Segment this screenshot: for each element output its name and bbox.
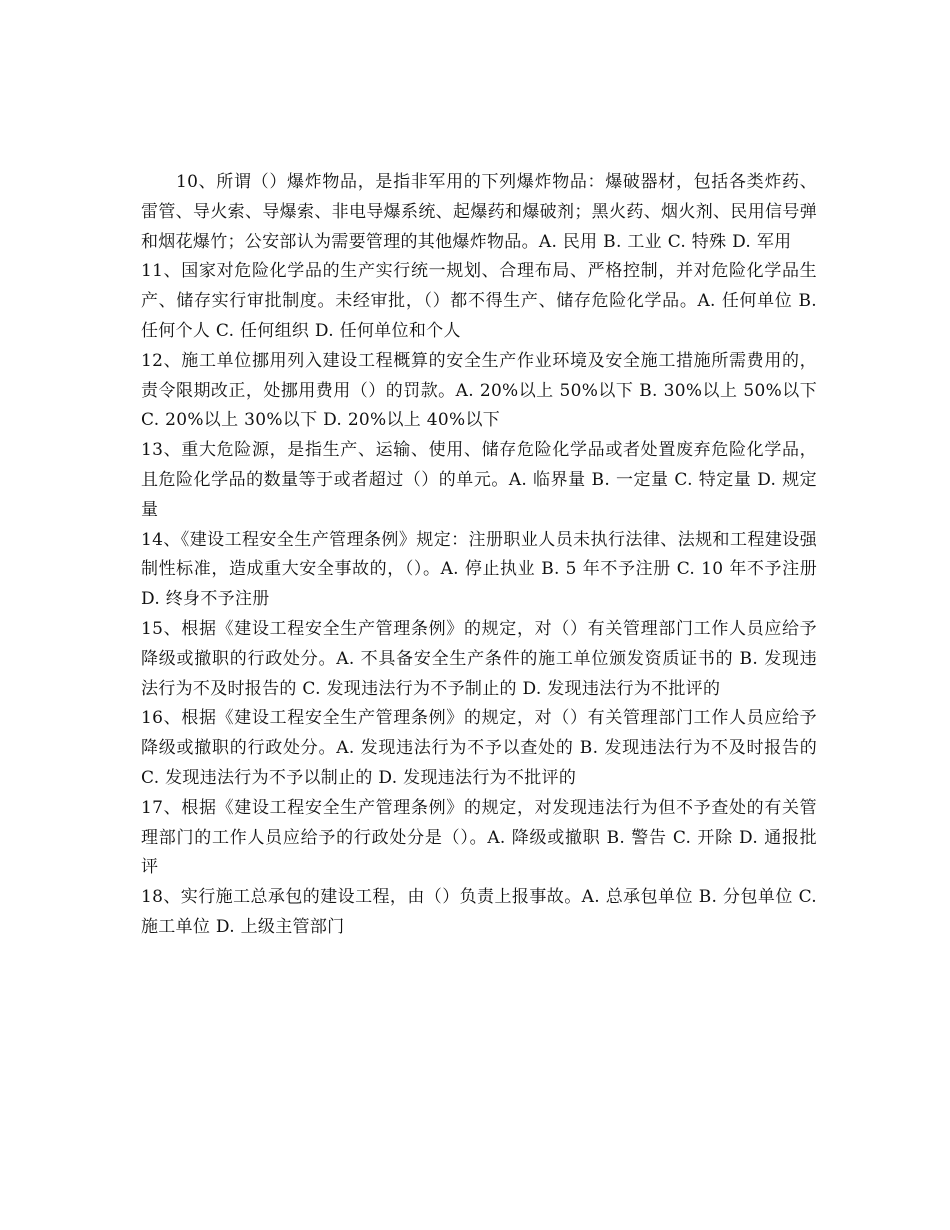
question-17: 17、根据《建设工程安全生产管理条例》的规定，对发现违法行为但不予查处的有关管理部门的工作人员应给予的行政处分是（）。A. 降级或撤职 B. 警告 C. 开除 D. 通报批评 [141, 797, 817, 878]
question-18: 18、实行施工总承包的建设工程，由（）负责上报事故。A. 总承包单位 B. 分包单位 C. 施工单位 D. 上级主管部门 [141, 887, 817, 937]
question-11: 11、国家对危险化学品的生产实行统一规划、合理布局、严格控制，并对危险化学品生产、储存实行审批制度。未经审批，（）都不得生产、储存危险化学品。A. 任何单位 B. 任何个人 C. 任何组织 D. 任何单位和个人 [141, 261, 817, 341]
question-10: 10、所谓（）爆炸物品，是指非军用的下列爆炸物品：爆破器材，包括各类炸药、雷管、导火索、导爆索、非电导爆系统、起爆药和爆破剂；黑火药、烟火剂、民用信号弹和烟花爆竹；公安部认为需要管理的其他爆炸物品。A. 民用 B. 工业 C. 特殊 D. 军用 [141, 172, 817, 252]
question-14: 14、《建设工程安全生产管理条例》规定：注册职业人员未执行法律、法规和工程建设强制性标准，造成重大安全事故的，（）。A. 停止执业 B. 5 年不予注册 C. 10 年不予注册 D. 终身不予注册 [141, 529, 817, 610]
question-16: 16、根据《建设工程安全生产管理条例》的规定，对（）有关管理部门工作人员应给予降级或撤职的行政处分。A. 发现违法行为不予以查处的 B. 发现违法行为不及时报告的 C. 发现违法行为不予以制止的 D. 发现违法行为不批评的 [141, 708, 817, 788]
question-15: 15、根据《建设工程安全生产管理条例》的规定，对（）有关管理部门工作人员应给予降级或撤职的行政处分。A. 不具备安全生产条件的施工单位颁发资质证书的 B. 发现违法行为不及时报告的 C. 发现违法行为不予制止的 D. 发现违法行为不批评的 [141, 618, 817, 699]
question-12: 12、施工单位挪用列入建设工程概算的安全生产作业环境及安全施工措施所需费用的，责令限期改正，处挪用费用（）的罚款。A. 20%以上 50%以下 B. 30%以上 50%以下 C. 20%以上 30%以下 D. 20%以上 40%以下 [141, 350, 817, 431]
question-list [141, 168, 817, 943]
question-13: 13、重大危险源，是指生产、运输、使用、储存危险化学品或者处置废弃危险化学品，且危险化学品的数量等于或者超过（）的单元。A. 临界量 B. 一定量 C. 特定量 D. 规定量 [141, 440, 817, 520]
